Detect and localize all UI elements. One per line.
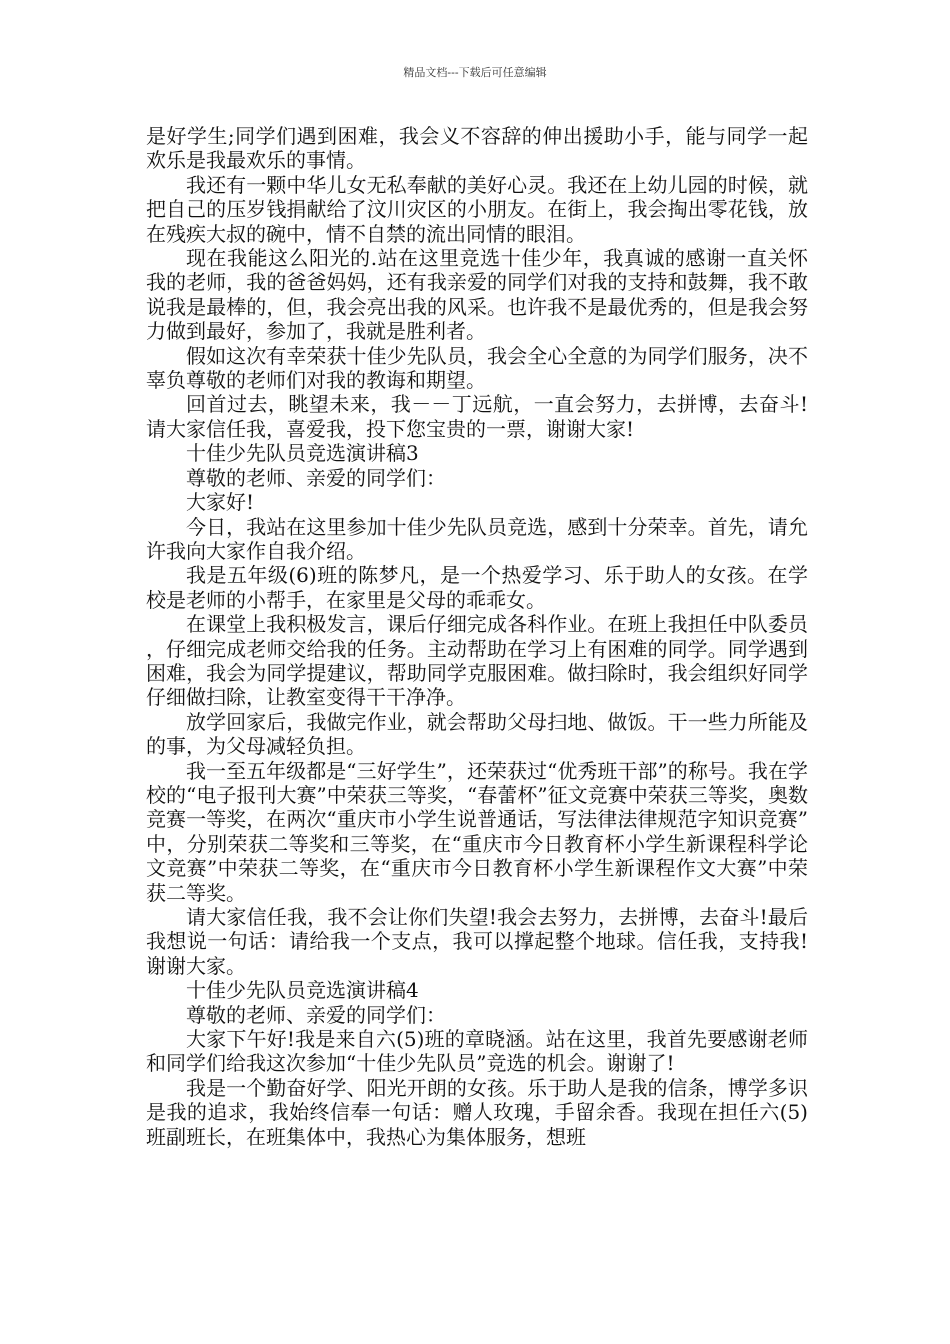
paragraph: 今日，我站在这里参加十佳少先队员竞选，感到十分荣幸。首先，请允许我向大家作自我介绍。 <box>146 514 808 563</box>
paragraph: 十佳少先队员竞选演讲稿3 <box>186 441 419 466</box>
paragraph: 在课堂上我积极发言，课后仔细完成各科作业。在班上我担任中队委员，仔细完成老师交给我的任务。主动帮助在学习上有困难的同学。同学遇到困难，我会为同学提建议，帮助同学克服困难。做扫除时，我会组织好同学仔细做扫除，让教室变得干干净净。 <box>146 612 808 710</box>
document-body <box>146 124 808 1149</box>
paragraph: 尊敬的老师、亲爱的同学们： <box>186 465 446 490</box>
paragraph: 是好学生;同学们遇到困难，我会义不容辞的伸出援助小手，能与同学一起欢乐是我最欢乐的事情。 <box>146 124 808 173</box>
paragraph: 请大家信任我，我不会让你们失望!我会去努力，去拼博，去奋斗!最后我想说一句话：请给我一个支点，我可以撑起整个地球。信任我，支持我!谢谢大家。 <box>146 905 808 978</box>
paragraph: 大家好! <box>186 490 255 515</box>
paragraph: 十佳少先队员竞选演讲稿4 <box>186 978 419 1003</box>
paragraph: 放学回家后，我做完作业，就会帮助父母扫地、做饭。干一些力所能及的事，为父母减轻负担。 <box>146 709 808 759</box>
paragraph: 尊敬的老师、亲爱的同学们： <box>186 1002 446 1027</box>
paragraph: 现在我能这么阳光的.站在这里竞选十佳少年，我真诚的感谢一直关怀我的老师，我的爸爸妈妈，还有我亲爱的同学们对我的支持和鼓舞，我不敢说我是最棒的，但，我会亮出我的风采。也许我不是最优秀的，但是我会努力做到最好，参加了，我就是胜利者。 <box>146 246 808 344</box>
paragraph: 回首过去，眺望未来，我－－丁远航，一直会努力，去拼博，去奋斗!请大家信任我，喜爱我，投下您宝贵的一票，谢谢大家! <box>146 392 808 441</box>
paragraph: 假如这次有幸荣获十佳少先队员，我会全心全意的为同学们服务，决不辜负尊敬的老师们对我的教诲和期望。 <box>146 343 808 393</box>
paragraph: 大家下午好!我是来自六(5)班的章晓涵。站在这里，我首先要感谢老师和同学们给我这次参加“十佳少先队员”竞选的机会。谢谢了! <box>146 1027 808 1076</box>
paragraph: 我是一个勤奋好学、阳光开朗的女孩。乐于助人是我的信条，博学多识是我的追求，我始终信奉一句话：赠人玫瑰，手留余香。我现在担任六(5)班副班长，在班集体中，我热心为集体服务，想班 <box>146 1075 808 1149</box>
paragraph: 我是五年级(6)班的陈梦凡，是一个热爱学习、乐于助人的女孩。在学校是老师的小帮手，在家里是父母的乖乖女。 <box>146 563 808 612</box>
page-header: 精品文档---下载后可任意编辑 <box>403 66 547 79</box>
paragraph: 我一至五年级都是“三好学生”，还荣获过“优秀班干部”的称号。我在学校的“电子报刊大赛”中荣获三等奖，“春蕾杯”征文竞赛中荣获三等奖，奥数竞赛一等奖，在两次“重庆市小学生说普通话，写法律法律规范字知识竞赛”中，分别荣获二等奖和三等奖，在“重庆市今日教育杯小学生新课程科学论文竞赛”中荣获二等奖，在“重庆市今日教育杯小学生新课程作文大赛”中荣获二等奖。 <box>146 758 808 905</box>
paragraph: 我还有一颗中华儿女无私奉献的美好心灵。我还在上幼儿园的时候，就把自己的压岁钱捐献给了汶川灾区的小朋友。在街上，我会掏出零花钱，放在残疾大叔的碗中，情不自禁的流出同情的眼泪。 <box>146 172 808 246</box>
